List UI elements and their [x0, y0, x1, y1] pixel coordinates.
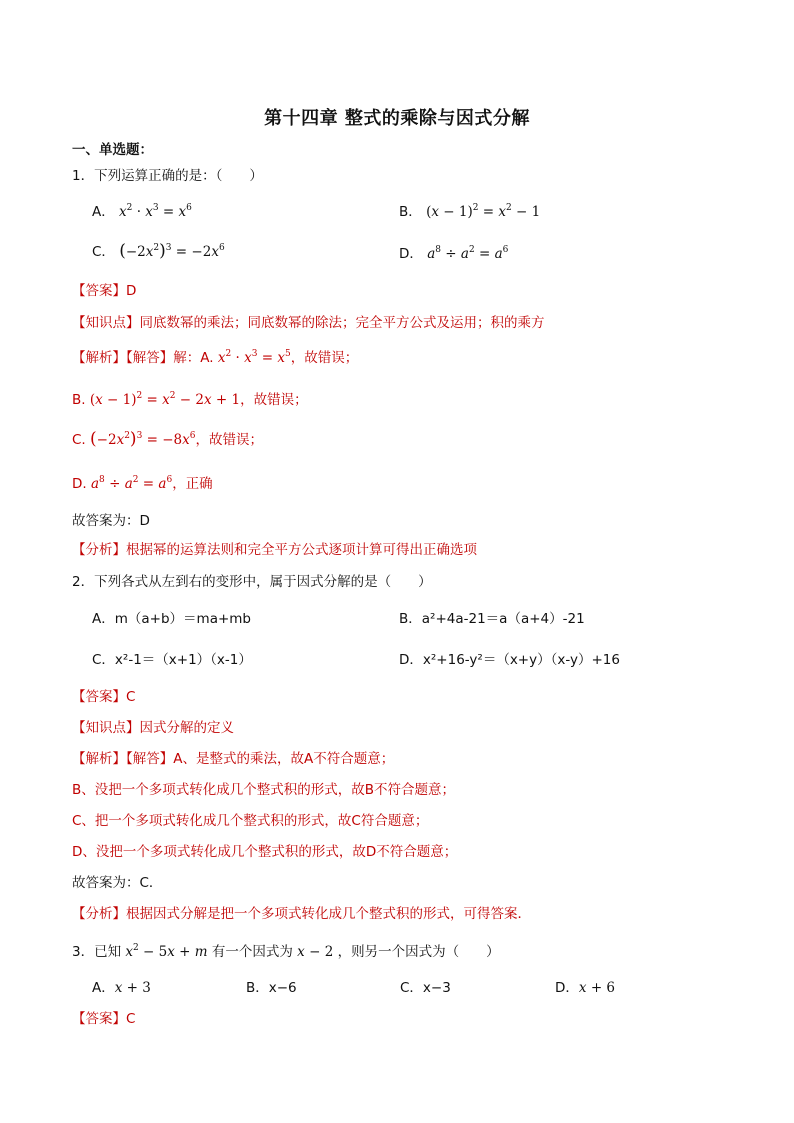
q2-option-d: D．x²+16-y²＝（x+y）（x-y）+16 [399, 652, 620, 668]
q2-option-c: C．x²-1＝（x+1）（x-1） [92, 652, 252, 668]
q2-analysis-a: 【解析】【解答】A、是整式的乘法，故A不符合题意； [72, 751, 395, 767]
q2-analysis-d: D、没把一个多项式转化成几个整式积的形式，故D不符合题意； [72, 844, 458, 860]
q2-analysis-b: B、没把一个多项式转化成几个整式积的形式，故B不符合题意； [72, 782, 456, 798]
q1-knowledge: 【知识点】同底数幂的乘法；同底数幂的除法；完全平方公式及运用；积的乘方 [72, 315, 545, 331]
q3-option-b: B．x−6 [246, 980, 297, 996]
q1-answer: 【答案】D [72, 283, 137, 299]
q1-analysis-d: D. $a^8 \div a^2 = a^6$，正确 [72, 475, 213, 492]
q1-analysis-c: C. $(-2x^2)^3 = -8x^6$，故错误； [72, 429, 263, 449]
chapter-title: 第十四章 整式的乘除与因式分解 [264, 108, 530, 129]
q2-answer: 【答案】C [72, 689, 136, 705]
q2-analysis-c: C、把一个多项式转化成几个整式积的形式，故C符合题意； [72, 813, 429, 829]
q1-stem: 1．下列运算正确的是：（ ） [72, 168, 263, 184]
q2-option-a: A．m（a+b）＝ma+mb [92, 611, 251, 627]
q2-knowledge: 【知识点】因式分解的定义 [72, 720, 234, 736]
q3-option-d: D．x + 6 [555, 980, 616, 996]
q2-stem: 2．下列各式从左到右的变形中，属于因式分解的是（ ） [72, 574, 432, 590]
q1-option-c: C． $(-2x^2)^3 = -2x^6$ [92, 241, 225, 261]
q1-analysis-a: 【解析】【解答】解：A. $x^2 \cdot x^3 = x^5$，故错误； [72, 349, 359, 366]
q1-option-d: D． $a^8 \div a^2 = a^6$ [399, 245, 509, 262]
q3-option-c: C．x−3 [400, 980, 451, 996]
q2-final: 故答案为：C． [72, 875, 163, 891]
q3-stem: 3．已知 $x^2 - 5x + m$ 有一个因式为 x − 2 ，则另一个因式为（ ） [72, 943, 500, 960]
q1-fenxi: 【分析】根据幂的运算法则和完全平方公式逐项计算可得出正确选项 [72, 542, 477, 558]
q1-analysis-b: B. $(x - 1)^2 = x^2 - 2x + 1$，故错误； [72, 391, 308, 408]
q2-fenxi: 【分析】根据因式分解是把一个多项式转化成几个整式积的形式，可得答案． [72, 906, 531, 922]
q1-option-b: B． $(x - 1)^2 = x^2 - 1$ [399, 203, 541, 220]
q3-option-a: A．x + 3 [92, 980, 151, 996]
q3-answer: 【答案】C [72, 1011, 136, 1027]
q1-final: 故答案为：D [72, 513, 150, 529]
q2-option-b: B．a²+4a-21＝a（a+4）-21 [399, 611, 585, 627]
q1-option-a: A． $x^2 \cdot x^3 = x^6$ [92, 203, 192, 220]
section-heading: 一、单选题： [72, 142, 153, 158]
